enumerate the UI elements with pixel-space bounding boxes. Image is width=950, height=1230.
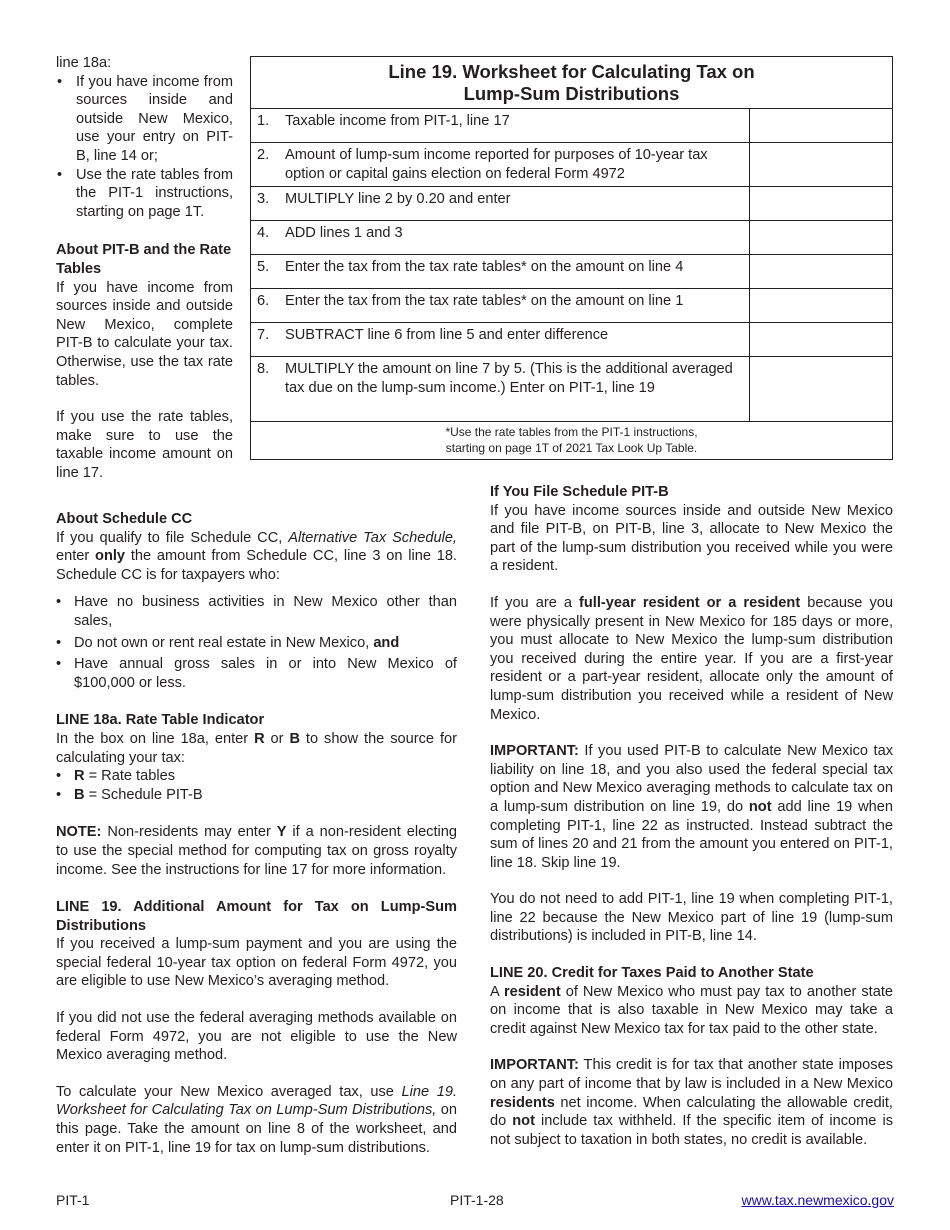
line18a-text: In the box on line 18a, enter R or B to show the source for calculating your tax: bbox=[56, 730, 457, 766]
list-item: • Do not own or rent real estate in New Mexico, and bbox=[56, 634, 457, 653]
row-amount-field[interactable] bbox=[750, 255, 892, 288]
important-note: IMPORTANT: This credit is for tax that another state imposes on any part of income that by law is included in a New Mexico residents net income. When calculating the allowable credit, do not include tax withheld. If the specific item of income is not subject to taxation in both states, no credit is available. bbox=[490, 1057, 893, 1148]
line20-paragraph: A resident of New Mexico who must pay tax to another state on income that is also taxable in New Mexico may take a credit against New Mexico tax for tax paid to the other state. bbox=[490, 983, 894, 1037]
row-number: 7. bbox=[257, 327, 270, 343]
left-top-column bbox=[56, 54, 233, 482]
row-text: MULTIPLY the amount on line 7 by 5. (This is the additional averaged tax due on the lump-sum income.) Enter on PIT-1, line 19 bbox=[285, 361, 733, 396]
pitb-paragraph: You do not need to add PIT-1, line 19 when completing PIT-1, line 22 because the New Mexico part of line 19 (lump-sum distributions) is included in PIT-B, line 14. bbox=[490, 891, 893, 945]
row-text: ADD lines 1 and 3 bbox=[285, 225, 403, 241]
worksheet-footnote bbox=[251, 422, 892, 459]
worksheet-row bbox=[251, 221, 892, 255]
schedule-cc-bullets bbox=[56, 593, 457, 692]
line19-worksheet bbox=[250, 56, 893, 460]
worksheet-row bbox=[251, 143, 892, 187]
worksheet-row bbox=[251, 323, 892, 357]
row-text: Enter the tax from the tax rate tables* on the amount on line 1 bbox=[285, 293, 684, 309]
row-amount-field[interactable] bbox=[750, 357, 892, 421]
line18a-intro: line 18a: bbox=[56, 55, 112, 71]
row-number: 2. bbox=[257, 147, 270, 163]
row-number: 5. bbox=[257, 259, 270, 275]
footnote-line1: *Use the rate tables from the PIT-1 instructions, bbox=[445, 425, 698, 439]
line19-paragraph: If you did not use the federal averaging methods available on federal Form 4972, you are not eligible to use the New Mexico averaging method. bbox=[56, 1010, 457, 1064]
row-text: Amount of lump-sum income reported for purposes of 10-year tax option or capital gains election on federal Form 4972 bbox=[285, 147, 708, 182]
line18a-heading: LINE 18a. Rate Table Indicator bbox=[56, 712, 265, 729]
list-item: • Have no business activities in New Mexico other than sales, bbox=[56, 593, 457, 630]
worksheet-row bbox=[251, 255, 892, 289]
footer-page-number: PIT-1-28 bbox=[450, 1192, 504, 1208]
row-number: 6. bbox=[257, 293, 270, 309]
worksheet-row bbox=[251, 109, 892, 143]
about-pitb-text: If you have income from sources inside and outside New Mexico, complete PIT-B to calculate your tax. Otherwise, use the tax rate tables. bbox=[56, 279, 233, 389]
left-column bbox=[56, 510, 457, 1157]
list-item: • If you have income from sources inside and outside New Mexico, use your entry on PIT-B, line 14 or; bbox=[56, 73, 233, 166]
pitb-heading: If You File Schedule PIT-B bbox=[490, 484, 669, 500]
list-item: • Use the rate tables from the PIT-1 instructions, starting on page 1T. bbox=[56, 166, 233, 222]
line18a-bullets bbox=[56, 73, 233, 222]
list-item: • B = Schedule PIT-B bbox=[56, 786, 457, 805]
row-amount-field[interactable] bbox=[750, 109, 892, 142]
row-amount-field[interactable] bbox=[750, 289, 892, 322]
row-amount-field[interactable] bbox=[750, 143, 892, 186]
row-text: SUBTRACT line 6 from line 5 and enter difference bbox=[285, 327, 609, 343]
worksheet-row bbox=[251, 357, 892, 422]
row-amount-field[interactable] bbox=[750, 187, 892, 220]
about-pitb-heading: About PIT-B and the Rate Tables bbox=[56, 242, 232, 277]
row-number: 3. bbox=[257, 191, 270, 207]
line19-heading: LINE 19. Additional Amount for Tax on Lump-Sum Distributions bbox=[56, 899, 457, 934]
row-text: Enter the tax from the tax rate tables* on the amount on line 4 bbox=[285, 259, 684, 275]
footer-form-id: PIT-1 bbox=[56, 1192, 90, 1208]
schedule-cc-heading: About Schedule CC bbox=[56, 511, 193, 527]
line19-paragraph: To calculate your New Mexico averaged tax, use Line 19. Worksheet for Calculating Tax on Lump-Sum Distributions, on this page. Take the amount on line 8 of the worksheet, and enter it on PIT-1, line 19 for tax on lump-sum distributions. bbox=[56, 1083, 457, 1156]
line20-heading: LINE 20. Credit for Taxes Paid to Another State bbox=[490, 965, 814, 982]
worksheet-title bbox=[251, 57, 892, 109]
footer-website bbox=[741, 1191, 894, 1210]
note-text: NOTE: Non-residents may enter Y if a non-resident electing to use the special method for computing tax on gross royalty income. See the instructions for line 17 for more information. bbox=[56, 824, 458, 878]
list-item: • R = Rate tables bbox=[56, 767, 457, 786]
pitb-paragraph: If you are a full-year resident or a resident because you were physically present in New Mexico for 185 days or more, you must allocate to New Mexico the lump-sum distribution you received during the entire year. If you are a first-year resident or a part-year resident, allocate only the amount of lump-sum distribution you received while a resident of New Mexico. bbox=[490, 594, 893, 723]
worksheet-title-line2: Lump-Sum Distributions bbox=[463, 83, 680, 104]
website-link[interactable]: www.tax.newmexico.gov bbox=[741, 1192, 894, 1208]
row-number: 8. bbox=[257, 361, 270, 377]
row-amount-field[interactable] bbox=[750, 221, 892, 254]
row-text: Taxable income from PIT-1, line 17 bbox=[285, 113, 510, 129]
worksheet-row bbox=[251, 289, 892, 323]
schedule-cc-text: If you qualify to file Schedule CC, Alternative Tax Schedule, enter only the amount from Schedule CC, line 3 on line 18. Schedule CC is for taxpayers who: bbox=[56, 529, 457, 583]
worksheet-title-line1: Line 19. Worksheet for Calculating Tax on bbox=[388, 61, 755, 82]
rate-tables-text: If you use the rate tables, make sure to use the taxable income amount on line 17. bbox=[56, 409, 233, 481]
line19-paragraph: If you received a lump-sum payment and you are using the special federal 10-year tax option on federal Form 4972, you are eligible to use New Mexico’s averaging method. bbox=[56, 936, 457, 990]
row-number: 1. bbox=[257, 113, 270, 129]
row-amount-field[interactable] bbox=[750, 323, 892, 356]
list-item: • Have annual gross sales in or into New Mexico of $100,000 or less. bbox=[56, 655, 457, 692]
worksheet-row bbox=[251, 187, 892, 221]
row-number: 4. bbox=[257, 225, 270, 241]
right-column bbox=[490, 483, 893, 1149]
important-note: IMPORTANT: If you used PIT-B to calculate New Mexico tax liability on line 18, and you also used the federal special tax option and New Mexico averaging methods to calculate tax on a lump-sum distribution on line 19, do not add line 19 when completing PIT-1, line 22 as instructed. Instead subtract the sum of lines 20 and 21 from the amount you entered on PIT-1, line 18. Skip line 19. bbox=[490, 743, 893, 871]
pitb-paragraph: If you have income sources inside and outside New Mexico and file PIT-B, on PIT-B, line 3, allocate to New Mexico the part of the lump-sum distribution you received while you were a resident. bbox=[490, 502, 893, 575]
row-text: MULTIPLY line 2 by 0.20 and enter bbox=[285, 191, 511, 207]
footnote-line2: starting on page 1T of 2021 Tax Look Up Table. bbox=[445, 441, 698, 455]
line18a-options bbox=[56, 767, 457, 804]
